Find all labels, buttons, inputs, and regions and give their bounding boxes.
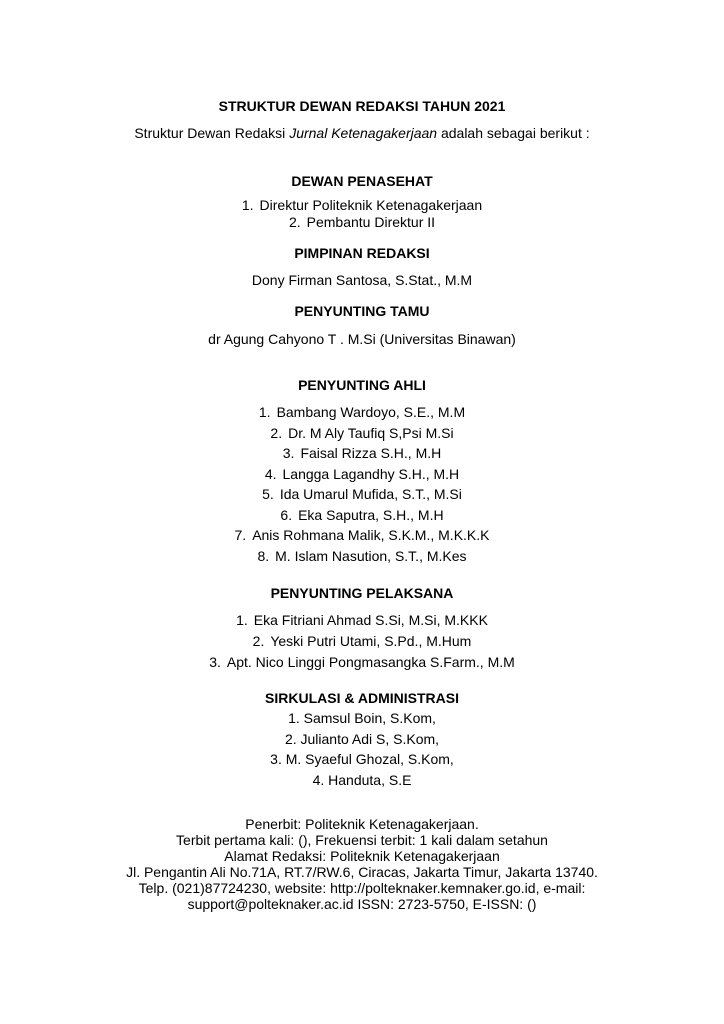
list-item: 3. M. Syaeful Ghozal, S.Kom,	[270, 751, 454, 767]
list-item	[0, 445, 724, 462]
document-title: STRUKTUR DEWAN REDAKSI TAHUN 2021	[218, 98, 506, 114]
list-item-name: M. Islam Nasution, S.T., M.Kes	[275, 548, 467, 564]
list-item	[0, 633, 724, 650]
list-item-number: 3.	[282, 445, 295, 461]
list-item-number: 1.	[241, 197, 254, 213]
section-heading-tamu: PENYUNTING TAMU	[294, 303, 430, 319]
list-item-name: Direktur Politeknik Ketenagakerjaan	[259, 197, 483, 213]
intro-before: Struktur Dewan Redaksi	[134, 125, 290, 141]
list-item-number: 4.	[264, 466, 277, 482]
list-item-name: Anis Rohmana Malik, S.K.M., M.K.K.K	[252, 527, 490, 543]
journal-name: Jurnal Ketenagakerjaan	[289, 125, 438, 141]
list-item-number: 2.	[270, 425, 283, 441]
list-item: 4. Handuta, S.E	[312, 772, 412, 788]
footer-issn: support@polteknaker.ac.id ISSN: 2723-5750, E-ISSN: ()	[187, 896, 537, 912]
list-item	[0, 612, 724, 629]
list-item-number: 1.	[258, 404, 271, 420]
list-item-name: Ida Umarul Mufida, S.T., M.Si	[279, 486, 462, 502]
list-item	[0, 527, 724, 544]
footer-publisher: Penerbit: Politeknik Ketenagakerjaan.	[245, 816, 479, 832]
section-heading-sirkulasi: SIRKULASI & ADMINISTRASI	[265, 690, 459, 706]
list-item-name: Apt. Nico Linggi Pongmasangka S.Farm., M.M	[226, 654, 515, 670]
list-item-number: 3.	[209, 654, 221, 670]
list-item-number: 6.	[280, 507, 293, 523]
list-item	[0, 486, 724, 503]
tamu-name: dr Agung Cahyono T . M.Si (Universitas Binawan)	[208, 331, 516, 347]
list-item-name: Yeski Putri Utami, S.Pd., M.Hum	[270, 633, 472, 649]
list-item-name: Langga Lagandhy S.H., M.H	[282, 466, 460, 482]
list-item-name: Dr. M Aly Taufiq S,Psi M.Si	[288, 425, 454, 441]
list-item	[0, 654, 724, 671]
list-item-number: 8.	[257, 548, 270, 564]
list-item-number: 1.	[236, 612, 248, 628]
list-item	[0, 425, 724, 442]
list-item-number: 5.	[262, 486, 274, 502]
list-item-name: Eka Fitriani Ahmad S.Si, M.Si, M.KKK	[253, 612, 488, 628]
footer-address: Jl. Pengantin Ali No.71A, RT.7/RW.6, Ciracas, Jakarta Timur, Jakarta 13740.	[126, 864, 598, 880]
intro-after: adalah sebagai berikut :	[437, 125, 590, 141]
footer-contact: Telp. (021)87724230, website: http://polteknaker.kemnaker.go.id, e-mail:	[138, 880, 586, 896]
section-heading-pelaksana: PENYUNTING PELAKSANA	[270, 585, 454, 601]
list-item	[0, 548, 724, 565]
list-item	[0, 404, 724, 421]
pimpinan-name: Dony Firman Santosa, S.Stat., M.M	[251, 272, 473, 288]
list-item-name: Bambang Wardoyo, S.E., M.M	[276, 404, 466, 420]
list-item-number: 2.	[288, 214, 301, 230]
list-item-name: Faisal Rizza S.H., M.H	[300, 445, 442, 461]
list-item: 2. Julianto Adi S, S.Kom,	[284, 731, 440, 747]
section-heading-ahli: PENYUNTING AHLI	[298, 377, 426, 393]
list-item-name: Eka Saputra, S.H., M.H	[298, 507, 444, 523]
list-item-name: Pembantu Direktur II	[306, 214, 436, 230]
list-item-number: 7.	[234, 527, 247, 543]
section-heading-pimpinan: PIMPINAN REDAKSI	[294, 245, 430, 261]
list-item	[0, 214, 724, 231]
list-item	[0, 466, 724, 483]
intro-text	[0, 125, 724, 142]
list-item	[0, 507, 724, 524]
footer-address-label: Alamat Redaksi: Politeknik Ketenagakerjaan	[224, 848, 500, 864]
footer-frequency: Terbit pertama kali: (), Frekuensi terbit: 1 kali dalam setahun	[176, 832, 548, 848]
list-item	[0, 197, 724, 214]
list-item: 1. Samsul Boin, S.Kom,	[288, 710, 436, 726]
section-heading-penasehat: DEWAN PENASEHAT	[291, 173, 433, 189]
list-item-number: 2.	[252, 633, 265, 649]
